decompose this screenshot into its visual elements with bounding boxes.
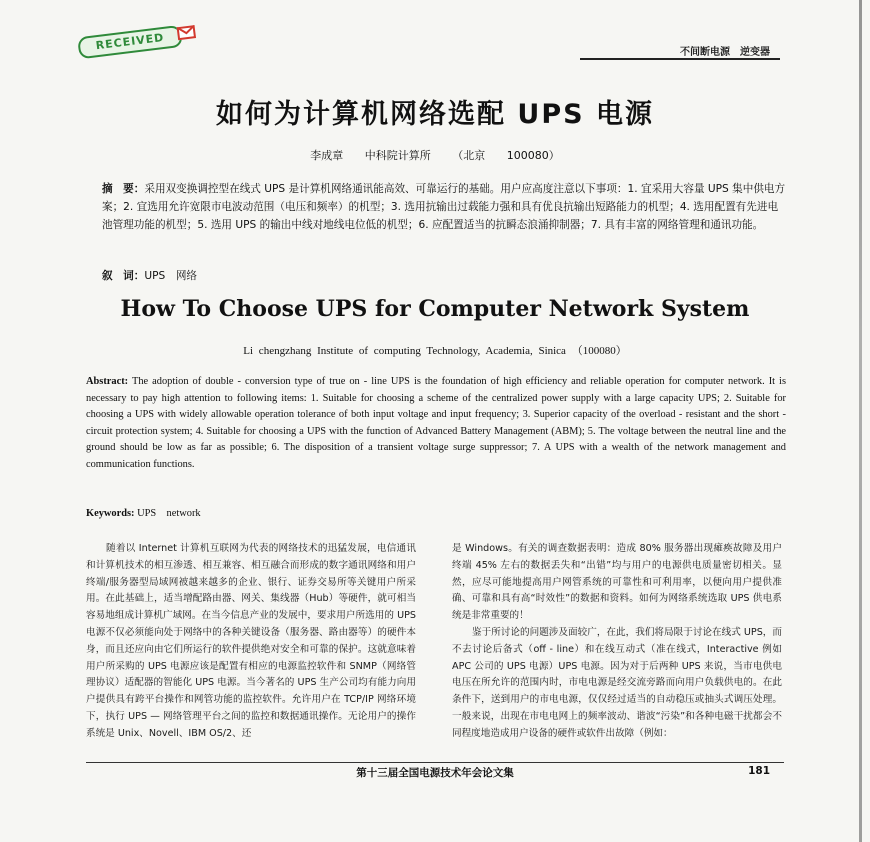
author-line-chinese <box>0 147 870 163</box>
keywords-cn-label: 叙 词： <box>102 270 145 282</box>
title-english: How To Choose UPS for Computer Network System <box>120 296 750 322</box>
body-column-left <box>86 541 416 743</box>
running-header: 不间断电源 逆变器 <box>680 47 770 58</box>
abstract-english <box>86 374 786 473</box>
keywords-chinese <box>102 268 786 283</box>
author-line-english <box>0 342 870 358</box>
author-name-cn: 李成章 <box>310 149 344 162</box>
body-paragraph: 随着以 Internet 计算机互联网为代表的网络技术的迅猛发展，电信通讯和计算机技术的相互渗透、相互兼容、相互融合而形成的数字通讯网络和用户终端/服务器型局域网被越来越多的企业、银行、证券交易所等关键用户所采用。在此基础上，适当增配路由器、网关、集线器（Hub）等硬件，就可相当容易地组成计算机广域网。在当今信息产业的发展中，要求用户所选用的 UPS 电源不仅必须能向处于网络中的各种关键设备（服务器、路由器等）的硬件本身，而且还应向由它们所运行的软件提供绝对安全和可靠的保护。这就意味着用户所采购的 UPS 电源应该是配置有相应的电源监控软件和 SNMP（网络管理协议）适配器的智能化 UPS 电源。当今著名的 UPS 生产公司均有能力向用户提供具有跨平台操作和网管功能的监控软件。允许用户在 TCP/IP 网络环境下，执行 UPS — 网络管理平台之间的监控和数据通讯操作。无论用户的操作系统是 Unix、Novell、IBM OS/2、还 <box>86 543 416 739</box>
received-stamp-label: RECEIVED <box>77 25 183 60</box>
keywords-cn-text: UPS 网络 <box>144 270 198 282</box>
abstract-en-text: The adoption of double - conversion type of true on - line UPS is the foundation of high efficiency and reliable operation for computer network. It is necessary to pay high attention to following items: 1. Suitable for choosing a scheme of the centralized power supply with a large capacity UPS; 2. Suitable for choosing a UPS with widely allowable operation tolerance of both input voltage and input frequency; 3. Superior capacity of the overload - resistant and the short - circuit protection system; 4. Suitable for choosing a UPS with the function of Advanced Battery Management (ABM); 5. The voltage between the neutral line and the ground should be low as far as possible; 6. The disposition of a transient voltage surge suppressor; 7. A UPS with a wealth of the network management and communication functions. <box>86 376 786 470</box>
keywords-english <box>86 504 786 519</box>
author-code-en: （100080） <box>571 345 627 357</box>
header-rule <box>580 58 780 60</box>
abstract-en-label: Abstract: <box>86 376 129 387</box>
title-chinese: 如何为计算机网络选配 UPS 电源 <box>216 99 654 130</box>
envelope-icon <box>177 25 196 40</box>
body-column-right <box>452 541 782 743</box>
author-affiliation-en: Institute of computing Technology, Academia, Sinica <box>317 345 566 357</box>
author-affiliation-cn: 中科院计算所 <box>364 149 431 162</box>
received-stamp <box>77 23 201 60</box>
body-paragraph: 是 Windows。有关的调查数据表明：造成 80% 服务器出现瘫痪故障及用户终端 45% 左右的数据丢失和“出错”均与用户的电源供电质量密切相关。显然，应尽可能地提高用户网管系统的可靠性和可利用率，以便向用户提供准确、可靠和具有高“时效性”的数据和资料。如何为网络系统选取 UPS 供电系统是非常重要的！ <box>452 543 782 622</box>
author-name-en: Li chengzhang <box>243 345 312 357</box>
abstract-cn-text: 采用双变换调控型在线式 UPS 是计算机网络通讯能高效、可靠运行的基础。用户应高度注意以下事项：1. 宜采用大容量 UPS 集中供电方案；2. 宜选用允许宽限市电波动范围（电压和频率）的机型；3. 选用抗输出过载能力强和具有优良抗输出短路能力的机型；4. 选用配置有先进电池管理功能的机型；5. 选用 UPS 的输出中线对地线电位低的机型；6. 应配置适当的抗瞬态浪涌抑制器；7. 具有丰富的网络管理和通讯功能。 <box>102 183 786 231</box>
abstract-chinese <box>102 180 786 234</box>
page-number: 181 <box>748 765 770 777</box>
keywords-en-text: UPS network <box>137 508 201 519</box>
author-location-cn: （北京 100080） <box>452 149 560 162</box>
abstract-cn-label: 摘 要： <box>102 183 145 195</box>
footer-conference-title: 第十三届全国电源技术年会论文集 <box>356 767 514 779</box>
keywords-en-label: Keywords: <box>86 508 135 519</box>
body-paragraph: 鉴于所讨论的问题涉及面较广，在此，我们将局限于讨论在线式 UPS，而不去讨论后备式（off - line）和在线互动式（准在线式，Interactive 例如 APC 公司的 UPS 电源）UPS 电源。因为对于后两种 UPS 来说，当市电供电电压在所允许的范围内时，市电电源是经交流旁路而向用户负载供电的。在此条件下，送到用户的市电电源，仅仅经过适当的自动稳压或抽头式调压处理。一般来说，出现在市电电网上的频率波动、谐波“污染”和各种电磁干扰都会不同程度地造成用户设备的硬件或软件出故障（例如： <box>452 626 782 739</box>
footer-rule <box>86 762 784 763</box>
